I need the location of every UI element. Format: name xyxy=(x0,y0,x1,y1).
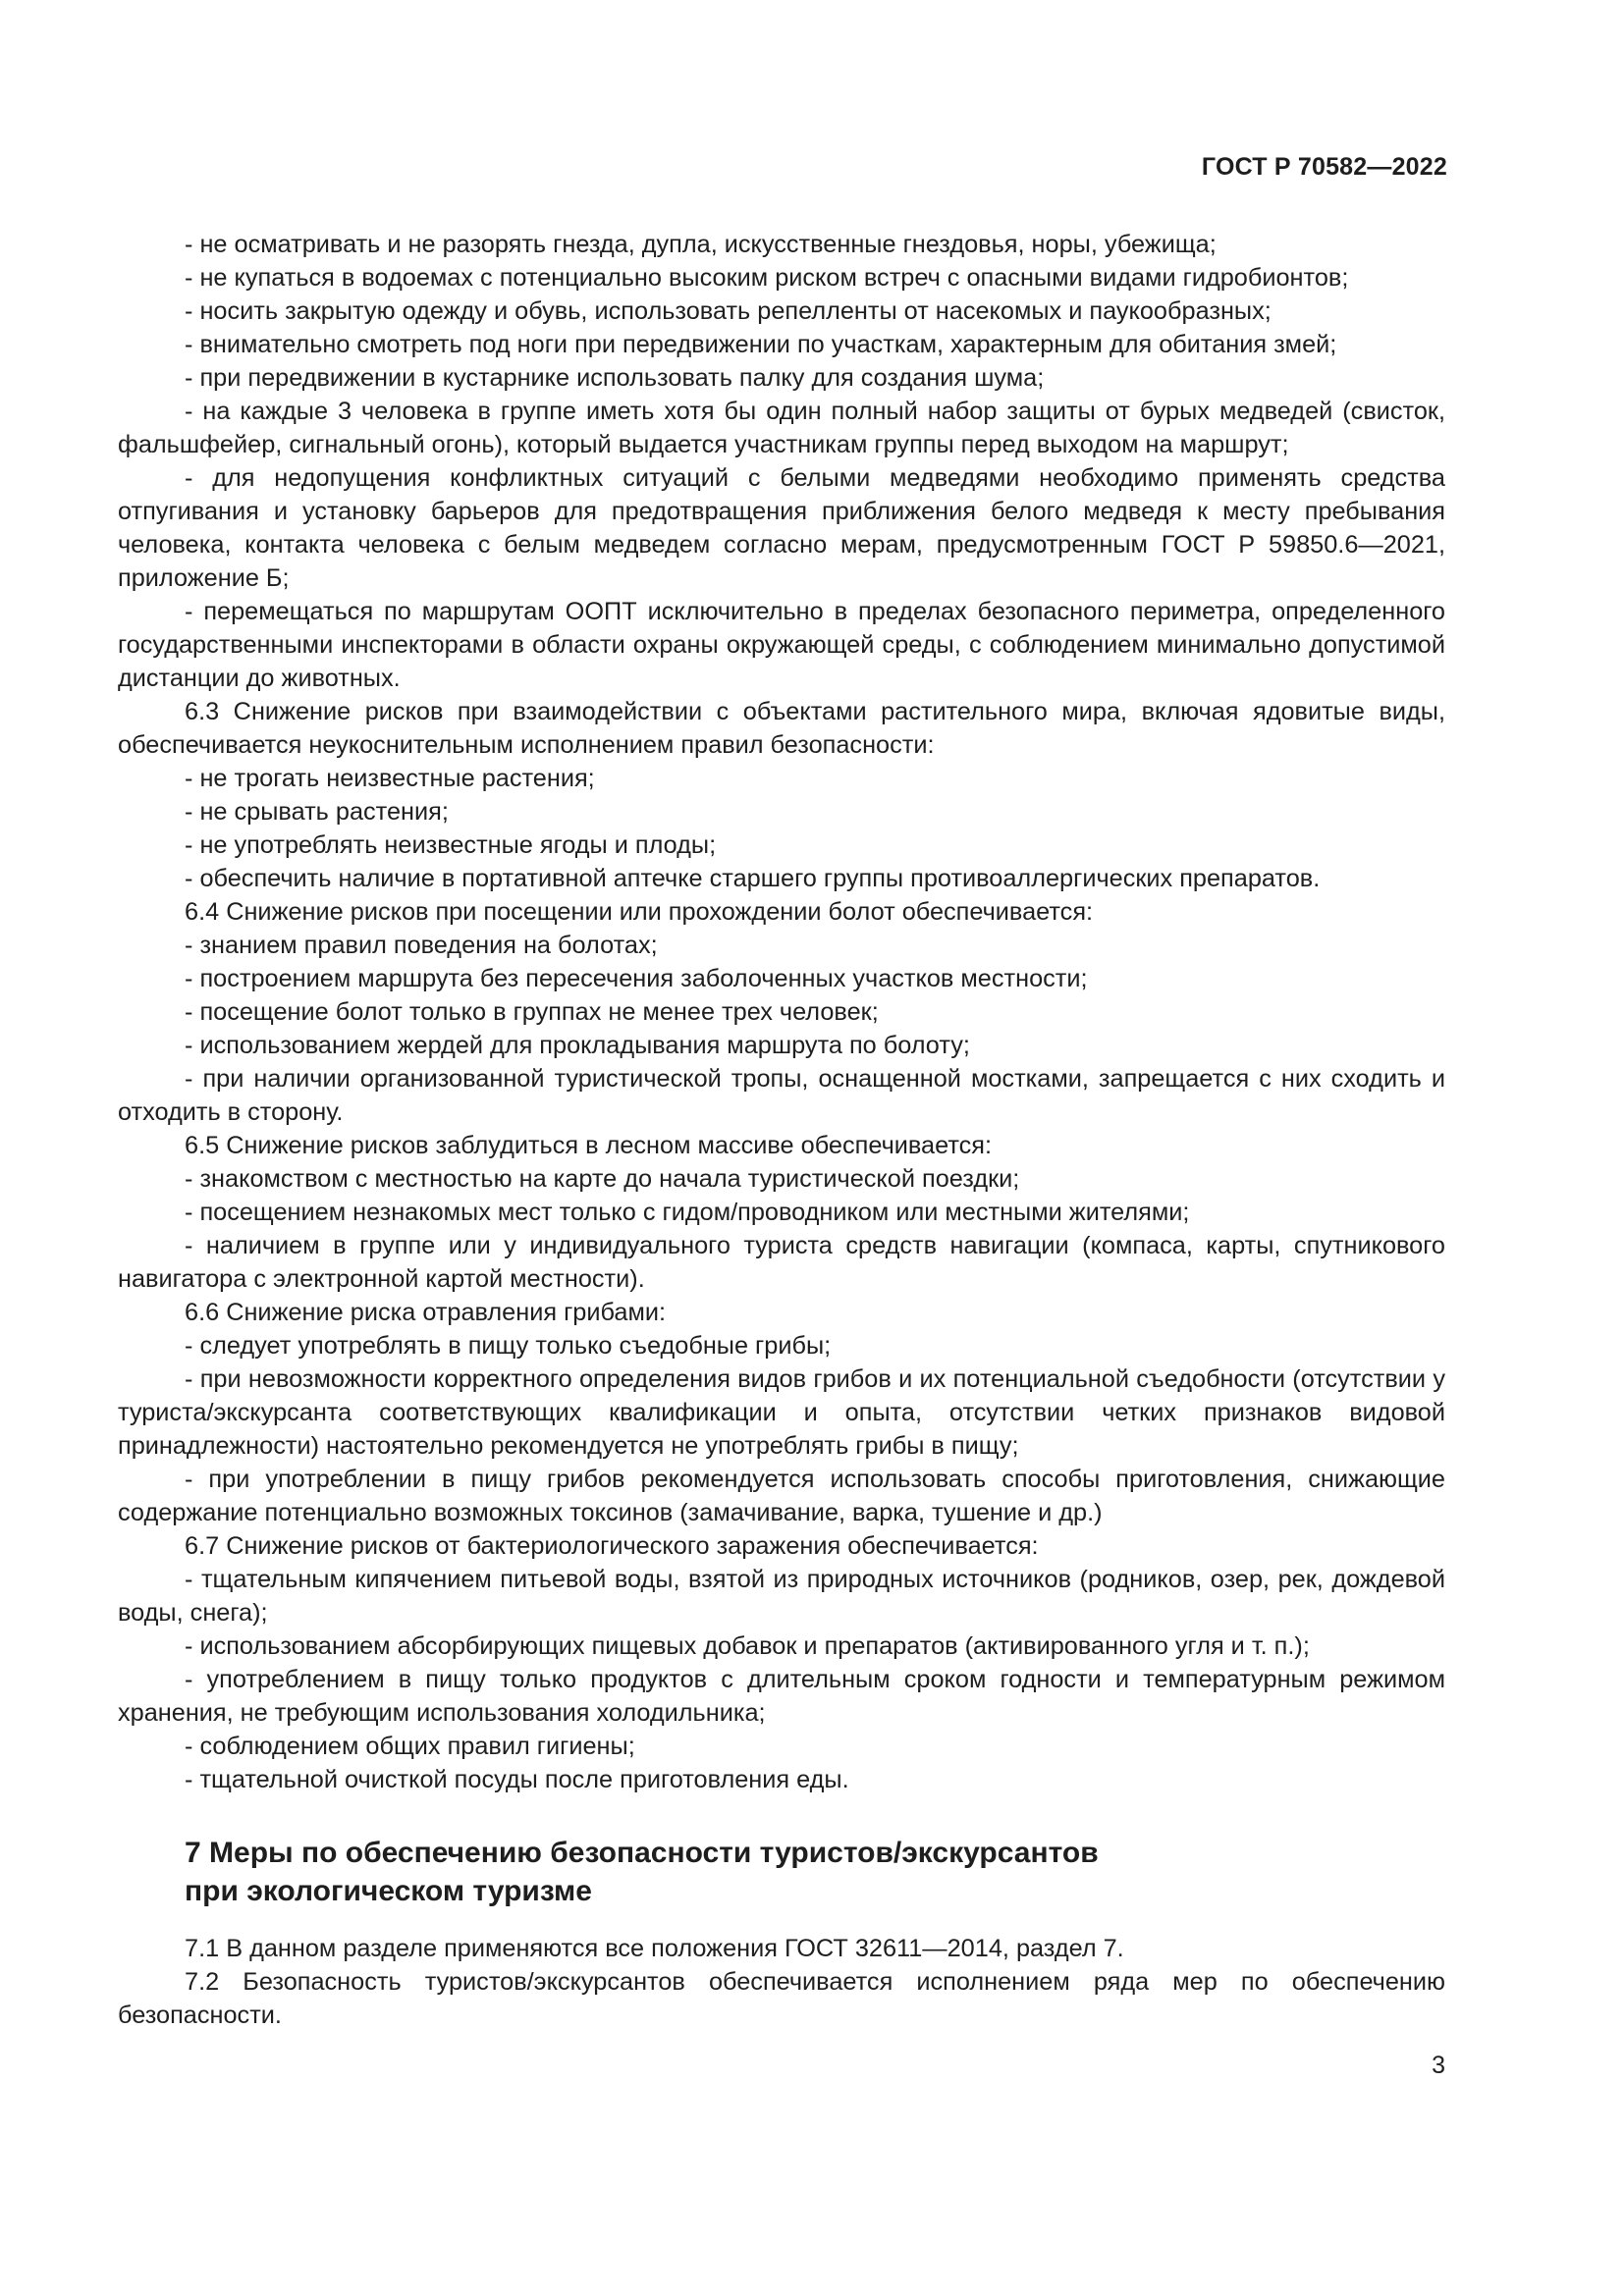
clause-6-4: 6.4 Снижение рисков при посещении или прохождении болот обеспечивается: xyxy=(185,898,1094,926)
paragraph: - знакомством с местностью на карте до начала туристической поездки; xyxy=(185,1165,1020,1193)
paragraph: - перемещаться по маршрутам ООПТ исключительно в пределах безопасного периметра, определенного государственными инспекторами в области охраны окружающей среды, с соблюдением минимально допустимой дистанции до животных. xyxy=(118,598,1445,692)
paragraph: - посещением незнакомых мест только с гидом/проводником или местными жителями; xyxy=(185,1199,1190,1226)
document-body xyxy=(118,228,1445,2032)
clause-6-7: 6.7 Снижение рисков от бактериологического заражения обеспечивается: xyxy=(185,1532,1039,1560)
clause-6-3: 6.3 Снижение рисков при взаимодействии с объектами растительного мира, включая ядовитые виды, обеспечивается неукоснительным исполнением правил безопасности: xyxy=(118,698,1445,759)
document-header: ГОСТ Р 70582—2022 xyxy=(1201,153,1447,181)
paragraph: - тщательной очисткой посуды после приготовления еды. xyxy=(185,1766,849,1793)
paragraph: - не срывать растения; xyxy=(185,798,449,826)
paragraph: - посещение болот только в группах не менее трех человек; xyxy=(185,998,879,1026)
paragraph: - знанием правил поведения на болотах; xyxy=(185,932,658,959)
paragraph: - для недопущения конфликтных ситуаций с белыми медведями необходимо применять средства отпугивания и установку барьеров для предотвращения приближения белого медведя к месту пребывания человека, контакта человека с белым медведем согласно мерам, предусмотренным ГОСТ Р 59850.6—2021, приложение Б; xyxy=(118,464,1445,592)
paragraph: - употреблением в пищу только продуктов с длительным сроком годности и температурным режимом хранения, не требующим использования холодильника; xyxy=(118,1666,1445,1727)
paragraph: - внимательно смотреть под ноги при передвижении по участкам, характерным для обитания змей; xyxy=(185,331,1337,358)
paragraph: - не употреблять неизвестные ягоды и плоды; xyxy=(185,831,717,859)
paragraph: - соблюдением общих правил гигиены; xyxy=(185,1733,635,1760)
paragraph: - при передвижении в кустарнике использовать палку для создания шума; xyxy=(185,364,1045,392)
paragraph: - обеспечить наличие в портативной аптечке старшего группы противоаллергических препаратов. xyxy=(185,865,1321,892)
clause-6-6: 6.6 Снижение риска отравления грибами: xyxy=(185,1299,667,1326)
paragraph: - не осматривать и не разорять гнезда, дупла, искусственные гнездовья, норы, убежища; xyxy=(185,231,1217,258)
paragraph: - на каждые 3 человека в группе иметь хотя бы один полный набор защиты от бурых медведей (свисток, фальшфейер, сигнальный огонь), который выдается участникам группы перед выходом на маршрут; xyxy=(118,398,1445,458)
paragraph: - при наличии организованной туристической тропы, оснащенной мостками, запрещается с них сходить и отходить в сторону. xyxy=(118,1065,1445,1126)
paragraph: - не трогать неизвестные растения; xyxy=(185,765,595,792)
section-7-title-line1: 7 Меры по обеспечению безопасности туристов/экскурсантов xyxy=(185,1837,1099,1869)
paragraph: - использованием жердей для прокладывания маршрута по болоту; xyxy=(185,1032,970,1059)
paragraph: - тщательным кипячением питьевой воды, взятой из природных источников (родников, озер, рек, дождевой воды, снега); xyxy=(118,1566,1445,1627)
paragraph: - следует употреблять в пищу только съедобные грибы; xyxy=(185,1332,832,1360)
clause-7-2: 7.2 Безопасность туристов/экскурсантов обеспечивается исполнением ряда мер по обеспечению безопасности. xyxy=(118,1968,1445,2029)
paragraph: - носить закрытую одежду и обувь, использовать репелленты от насекомых и паукообразных; xyxy=(185,297,1272,325)
paragraph: - построением маршрута без пересечения заболоченных участков местности; xyxy=(185,965,1088,992)
paragraph: - не купаться в водоемах с потенциально высоким риском встреч с опасными видами гидробионтов; xyxy=(185,264,1349,292)
clause-6-5: 6.5 Снижение рисков заблудиться в лесном массиве обеспечивается: xyxy=(185,1132,993,1159)
section-7-title xyxy=(118,1834,1445,1910)
paragraph: - использованием абсорбирующих пищевых добавок и препаратов (активированного угля и т. п.); xyxy=(185,1632,1310,1660)
page-number: 3 xyxy=(1432,2052,1445,2079)
paragraph: - наличием в группе или у индивидуального туриста средств навигации (компаса, карты, спутникового навигатора с электронной картой местности). xyxy=(118,1232,1445,1293)
paragraph: - при употреблении в пищу грибов рекомендуется использовать способы приготовления, снижающие содержание потенциально возможных токсинов (замачивание, варка, тушение и др.) xyxy=(118,1466,1445,1526)
section-7-title-line2: при экологическом туризме xyxy=(185,1875,592,1907)
paragraph: - при невозможности корректного определения видов грибов и их потенциальной съедобности (отсутствии у туриста/экскурсанта соответствующих квалификации и опыта, отсутствии четких признаков видовой принадлежности) настоятельно рекомендуется не употреблять грибы в пищу; xyxy=(118,1365,1445,1460)
clause-7-1: 7.1 В данном разделе применяются все положения ГОСТ 32611—2014, раздел 7. xyxy=(185,1935,1124,1962)
